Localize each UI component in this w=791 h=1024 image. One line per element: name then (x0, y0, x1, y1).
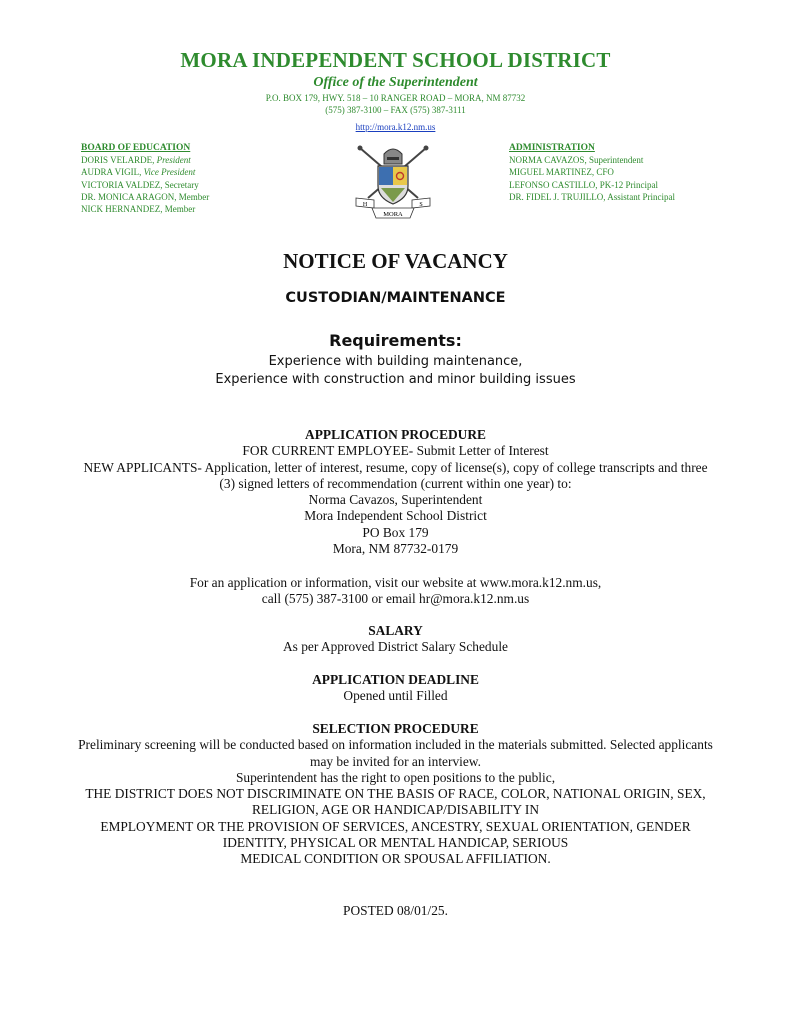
website-link[interactable]: http://mora.k12.nm.us (355, 122, 436, 132)
application-procedure (0, 427, 791, 557)
deadline-heading: APPLICATION DEADLINE (312, 672, 479, 687)
svg-text:H: H (362, 202, 368, 208)
posted-date: POSTED 08/01/25. (343, 903, 448, 918)
svg-text:MORA: MORA (383, 211, 403, 218)
board-member: DR. MONICA ARAGON, Member (81, 191, 210, 202)
deadline-text: Opened until Filled (343, 688, 448, 704)
application-line: (3) signed letters of recommendation (current within one year) to: (219, 475, 572, 491)
salary-section (0, 623, 791, 656)
contact-line: call (575) 387-3100 or email hr@mora.k12.nm.us (261, 591, 530, 607)
board-member: DORIS VELARDE, President (81, 155, 191, 166)
selection-line: MEDICAL CONDITION OR SPOUSAL AFFILIATION. (240, 851, 551, 867)
selection-line: IDENTITY, PHYSICAL OR MENTAL HANDICAP, SERIOUS (222, 835, 569, 851)
notice-title: NOTICE OF VACANCY (283, 249, 508, 273)
selection-line: RELIGION, AGE OR HANDICAP/DISABILITY IN (251, 802, 539, 818)
administration-heading: ADMINISTRATION (509, 143, 595, 153)
board-member: AUDRA VIGIL, Vice President (81, 167, 196, 178)
office-title: Office of the Superintendent (313, 75, 478, 90)
selection-line: may be invited for an interview. (310, 753, 481, 769)
selection-line: Superintendent has the right to open positions to the public, (235, 769, 556, 785)
deadline-section (0, 672, 791, 705)
contact-info (0, 575, 791, 608)
admin-member: MIGUEL MARTINEZ, CFO (509, 167, 614, 178)
district-name: MORA INDEPENDENT SCHOOL DISTRICT (180, 48, 611, 72)
board-of-education (81, 142, 301, 215)
admin-member: DR. FIDEL J. TRUJILLO, Assistant Principal (509, 191, 675, 202)
website-line (0, 117, 791, 135)
salary-heading: SALARY (368, 623, 423, 638)
selection-line: EMPLOYMENT OR THE PROVISION OF SERVICES, ANCESTRY, SEXUAL ORIENTATION, GENDER (100, 818, 691, 834)
application-line: Mora, NM 87732-0179 (332, 541, 459, 557)
selection-procedure (0, 721, 791, 868)
selection-line: THE DISTRICT DOES NOT DISCRIMINATE ON THE BASIS OF RACE, COLOR, NATIONAL ORIGIN, SEX, (85, 786, 706, 802)
svg-text:S: S (419, 202, 423, 208)
application-line: Mora Independent School District (304, 508, 487, 524)
selection-heading: SELECTION PROCEDURE (312, 721, 479, 736)
position-title: CUSTODIAN/MAINTENANCE (285, 290, 506, 306)
board-member: VICTORIA VALDEZ, Secretary (81, 179, 199, 190)
selection-line: Preliminary screening will be conducted based on information included in the materials submitted. Selected applicants (78, 737, 713, 753)
application-line: Norma Cavazos, Superintendent (308, 492, 483, 508)
application-line: FOR CURRENT EMPLOYEE- Submit Letter of Interest (242, 443, 549, 459)
requirement-item: Experience with building maintenance, (268, 354, 523, 369)
salary-text: As per Approved District Salary Schedule (283, 639, 508, 655)
requirement-item: Experience with construction and minor building issues (215, 372, 576, 387)
board-member: NICK HERNANDEZ, Member (81, 204, 196, 215)
application-line: PO Box 179 (362, 524, 429, 540)
district-phone: (575) 387-3100 – FAX (575) 387-3111 (325, 105, 466, 115)
district-crest-logo (348, 142, 438, 222)
board-heading: BOARD OF EDUCATION (81, 143, 191, 153)
application-heading: APPLICATION PROCEDURE (305, 427, 486, 442)
contact-line: For an application or information, visit our website at www.mora.k12.nm.us, (189, 575, 602, 590)
admin-member: LEFONSO CASTILLO, PK-12 Principal (509, 179, 658, 190)
administration (509, 142, 769, 203)
application-line: NEW APPLICANTS- Application, letter of interest, resume, copy of license(s), copy of college transcripts and three (83, 459, 708, 475)
district-address: P.O. BOX 179, HWY. 518 – 10 RANGER ROAD – MORA, NM 87732 (265, 93, 526, 103)
requirements-heading: Requirements: (329, 331, 462, 350)
admin-member: NORMA CAVAZOS, Superintendent (509, 155, 644, 166)
